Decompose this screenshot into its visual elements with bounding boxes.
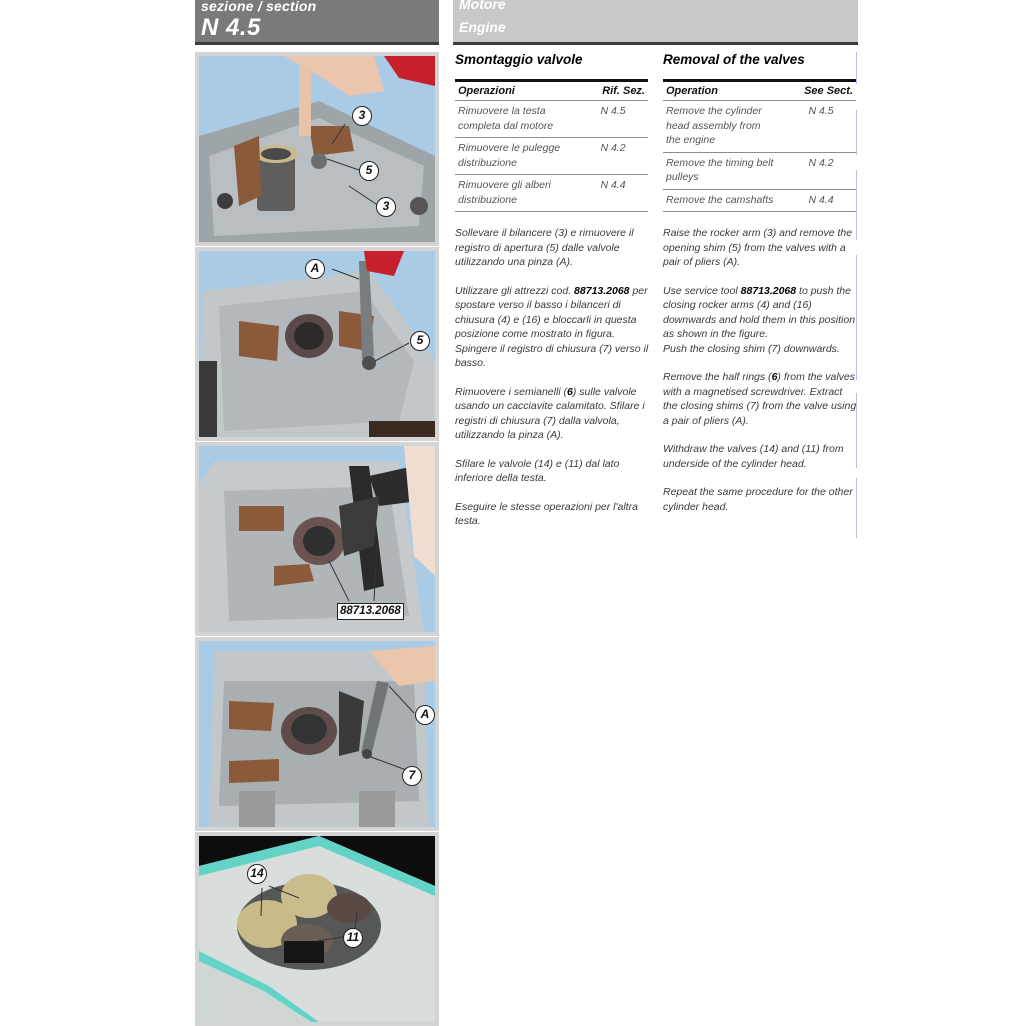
column-rule <box>856 110 857 155</box>
instruction-paragraph: Repeat the same procedure for the other cylinder head. <box>663 486 853 513</box>
column-rule <box>856 255 857 380</box>
operation-cell: Rimuovere gli alberi distribuzione <box>455 175 571 212</box>
tool-code: 88713.2068 <box>574 284 630 297</box>
table-header: See Sect. <box>779 81 856 101</box>
column-rule <box>856 478 857 538</box>
instruction-paragraph: Sollevare il bilancere (3) e rimuovere il registro di apertura (5) dalle valvole utilizzando una pinza (A). <box>455 227 634 268</box>
instruction-paragraph <box>663 370 859 428</box>
table-row <box>455 101 648 138</box>
column-rule <box>856 52 857 84</box>
callout-A: A <box>415 705 435 725</box>
column-rule <box>856 393 857 468</box>
operation-cell: Remove the cylinder head assembly from the engine <box>663 101 779 153</box>
italian-instructions <box>455 226 651 529</box>
instruction-paragraph <box>455 385 651 443</box>
paragraph-text: Utilizzare gli attrezzi cod. <box>455 284 575 297</box>
photo-pliers-shim <box>195 247 439 441</box>
table-row <box>663 189 856 212</box>
paragraph-text: to push the closing rocker arms (4) and (16) downwards and hold them in this position as shown in the figure. <box>663 284 856 340</box>
chapter-title-italian: Motore <box>459 0 506 12</box>
callout-11: 11 <box>343 928 363 948</box>
callout-5: 5 <box>410 331 430 351</box>
paragraph-text: Use service tool <box>663 284 741 297</box>
engine-photo-2 <box>199 251 435 437</box>
callout-7: 7 <box>402 766 422 786</box>
italian-column <box>455 48 651 543</box>
instruction-paragraph: Raise the rocker arm (3) and remove the opening shim (5) from the valves with a pair of pliers (A). <box>663 227 853 268</box>
operation-cell: Remove the camshafts <box>663 189 779 212</box>
instruction-paragraph: Eseguire le stesse operazioni per l'altra testa. <box>455 500 638 527</box>
paragraph-text: Remove the half rings ( <box>663 371 772 383</box>
section-ref-cell: N 4.5 <box>571 101 648 138</box>
english-instructions <box>663 226 859 514</box>
english-operations-table <box>663 79 856 212</box>
table-row <box>663 101 856 153</box>
italian-operations-table <box>455 79 648 212</box>
instruction-paragraph: Push the closing shim (7) downwards. <box>663 342 840 355</box>
column-rule <box>856 170 857 240</box>
section-ref-cell: N 4.2 <box>779 152 856 189</box>
instruction-paragraph: Withdraw the valves (14) and (11) from underside of the cylinder head. <box>663 443 844 470</box>
paragraph-text: ) from the valves with a magnetised screwdriver. Extract the closing shims (7) from the valve using a pair of pliers (A). <box>663 371 857 427</box>
section-ref-cell: N 4.2 <box>571 138 648 175</box>
paragraph-text: per spostare verso il basso i bilanceri di chiusura (4) e (16) e bloccarli in questa posizione come mostrato in figura. <box>455 284 648 340</box>
engine-photo-1 <box>199 56 435 242</box>
paragraph-text: ) sulle valvole usando un cacciavite calamitato. Sfilare i registri di chiusura (7) dalla valvola, utilizzando la pinza (A). <box>455 385 645 441</box>
photo-valves <box>195 832 439 1026</box>
operation-cell: Rimuovere le pulegge distribuzione <box>455 138 571 175</box>
section-header <box>195 0 439 45</box>
callout-5: 5 <box>359 161 379 181</box>
callout-3: 3 <box>352 106 372 126</box>
photo-rocker-arm <box>195 52 439 246</box>
english-column <box>663 48 859 528</box>
instruction-paragraph: Spingere il registro di chiusura (7) verso il basso. <box>455 342 649 369</box>
table-header: Rif. Sez. <box>571 81 648 101</box>
chapter-header <box>453 0 858 45</box>
engine-photo-5 <box>199 836 435 1022</box>
table-header: Operation <box>663 81 779 101</box>
tool-code: 88713.2068 <box>740 284 797 297</box>
engine-photo-4 <box>199 641 435 827</box>
instruction-paragraph <box>663 284 859 342</box>
english-title: Removal of the valves <box>663 52 805 67</box>
photo-service-tool <box>195 442 439 636</box>
section-ref-cell: N 4.5 <box>779 101 856 153</box>
callout-A: A <box>305 259 325 279</box>
callout-3: 3 <box>376 197 396 217</box>
part-number: 6 <box>771 371 778 383</box>
italian-title: Smontaggio valvole <box>455 52 583 67</box>
instruction-paragraph <box>455 284 651 342</box>
table-row <box>663 152 856 189</box>
tool-code-label: 88713.2068 <box>337 603 404 620</box>
operation-cell: Rimuovere la testa completa dal motore <box>455 101 571 138</box>
section-label: sezione / section <box>201 0 317 14</box>
operation-cell: Remove the timing belt pulleys <box>663 152 779 189</box>
paragraph-text: Rimuovere i semianelli ( <box>455 385 568 398</box>
section-number: N 4.5 <box>201 14 261 41</box>
table-row <box>455 175 648 212</box>
table-header: Operazioni <box>455 81 571 101</box>
chapter-title-english: Engine <box>459 19 506 35</box>
table-row <box>455 138 648 175</box>
instruction-paragraph: Sfilare le valvole (14) e (11) dal lato inferiore della testa. <box>455 457 620 484</box>
section-ref-cell: N 4.4 <box>779 189 856 212</box>
photo-closing-shim <box>195 637 439 831</box>
section-ref-cell: N 4.4 <box>571 175 648 212</box>
callout-14: 14 <box>247 864 267 884</box>
part-number: 6 <box>567 385 573 398</box>
